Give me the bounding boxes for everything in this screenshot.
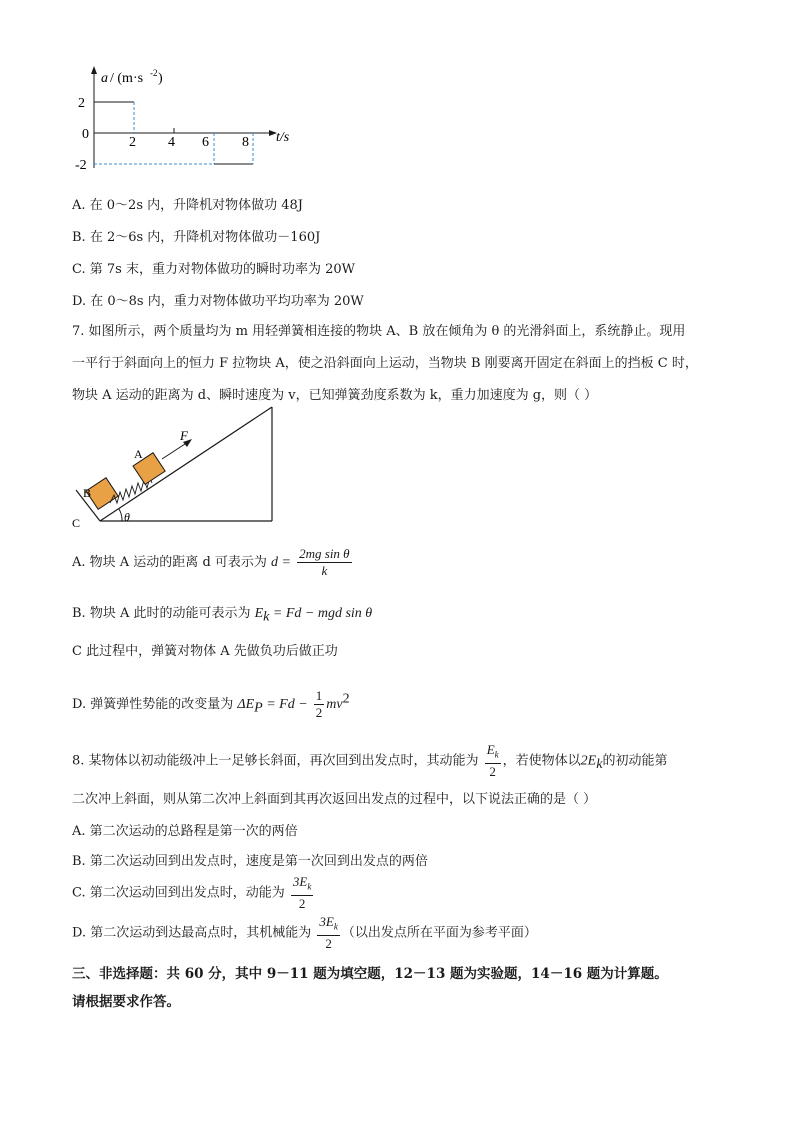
x-tick-4: 4 (168, 135, 175, 150)
q8-option-b: B. 第二次运动回到出发点时，速度是第一次回到出发点的两倍 (72, 854, 428, 869)
q7-option-d (72, 688, 350, 721)
label-c: C (72, 516, 81, 530)
q8-option-d-num-sub: k (333, 921, 338, 932)
q7-option-d-denominator: 2 (315, 705, 323, 720)
q7-option-b-ek: E (254, 606, 264, 621)
q8-option-d-suffix: （以出发点所在平面为参考平面） (341, 925, 537, 941)
q8-frac-num-sub: k (494, 749, 499, 760)
q8-option-c-den: 2 (298, 895, 306, 911)
q7-option-b (72, 602, 372, 626)
q8-option-d-den: 2 (325, 935, 332, 951)
section3-heading-line2: 请根据要求作答。 (72, 994, 180, 1010)
q7-stem-line3: 物块 A 运动的距离为 d、瞬时速度为 v，已知弹簧劲度系数为 k，重力加速度为 g，则（ ） (72, 388, 598, 403)
q8-option-d-num: 3E (319, 914, 334, 929)
x-tick-8: 8 (242, 135, 249, 150)
q7-option-a (72, 546, 354, 579)
q8-fraction (485, 742, 501, 780)
q8-option-d-text: D. 第二次运动到达最高点时，其机械能为 (72, 925, 312, 941)
q8-stem-line2: 二次冲上斜面，则从第二次冲上斜面到其再次返回出发点的过程中，以下说法正确的是（ ） (72, 792, 597, 807)
q7-stem-line2: 一平行于斜面向上的恒力 F 拉物块 A，使之沿斜面向上运动，当物块 B 刚要离开固定在斜面上的挡板 C 时， (72, 356, 698, 371)
q7-option-d-fraction (314, 688, 325, 721)
q8-option-c (72, 874, 315, 912)
q7-option-d-numerator: 1 (315, 688, 323, 703)
q8-option-c-num: 3E (292, 874, 308, 889)
y-tick-0: 0 (82, 127, 89, 142)
q8-option-c-text: C. 第二次运动回到出发点时，动能为 (72, 885, 285, 901)
q8-stem-2ek-sub: k (596, 756, 603, 772)
acceleration-time-graph (72, 60, 312, 180)
q7-option-d-mv: mv (326, 697, 343, 712)
x-axis-label: t/s (276, 130, 290, 145)
q8-frac-num: E (486, 742, 495, 757)
section3-heading-line1: 三、非选择题：共 60 分，其中 9－11 题为填空题，12－13 题为实验题，14－16 题为计算题。 (72, 966, 668, 982)
q6-option-b: B. 在 2～6s 内，升降机对物体做功－160J (72, 230, 321, 245)
q7-option-d-sub: P (254, 700, 263, 716)
y-axis-label-unit: / (m·s (110, 71, 144, 86)
q8-option-d (72, 914, 537, 952)
q7-option-b-formula: = Fd − mgd sin θ (269, 606, 373, 621)
q7-option-d-text: D. 弹簧弹性势能的改变量为 (72, 697, 238, 712)
q8-stem-line1 (72, 742, 667, 780)
q7-option-a-lhs: d = (271, 555, 291, 570)
label-theta: θ (124, 510, 130, 524)
incline-spring-diagram (70, 405, 285, 530)
y-axis-label-close: ) (158, 71, 163, 86)
q6-option-d: D. 在 0～8s 内，重力对物体做功平均功率为 20W (72, 294, 364, 309)
q8-option-c-fraction (291, 874, 313, 912)
q6-option-c: C. 第 7s 末，重力对物体做功的瞬时功率为 20W (72, 262, 355, 277)
label-f: F (180, 428, 188, 443)
q7-option-a-fraction (297, 546, 351, 579)
label-b: B (83, 486, 92, 500)
q7-option-a-denominator: k (321, 563, 328, 578)
q7-option-d-delta-e: ΔE (237, 697, 255, 712)
q7-option-d-sup: 2 (342, 691, 350, 707)
q7-option-b-text: B. 物块 A 此时的动能可表示为 (72, 606, 255, 621)
x-tick-6: 6 (202, 135, 209, 150)
q8-stem-text-d: 的初动能第 (602, 753, 668, 769)
y-tick-neg2: -2 (75, 158, 87, 173)
q7-option-a-numerator: 2mg sin θ (299, 546, 350, 561)
q6-option-a: A. 在 0～2s 内，升降机对物体做功 48J (72, 198, 304, 213)
q8-option-a: A. 第二次运动的总路程是第一次的两倍 (72, 824, 298, 839)
q8-option-c-num-sub: k (307, 881, 312, 892)
q8-frac-den: 2 (489, 763, 496, 779)
q7-option-c: C 此过程中，弹簧对物体 A 先做负功后做正功 (72, 644, 338, 659)
x-tick-2: 2 (129, 135, 136, 150)
y-axis-label-exp: -2 (150, 68, 158, 78)
q7-option-a-text: A. 物块 A 运动的距离 d 可表示为 (72, 555, 272, 570)
label-a: A (134, 447, 143, 461)
q8-option-d-fraction (317, 914, 339, 952)
q7-option-d-formula: = Fd − (262, 697, 308, 712)
y-tick-2: 2 (78, 96, 85, 111)
q8-stem-text-b: ，若使物体以 (502, 753, 581, 769)
q8-stem-2ek: 2E (580, 753, 597, 769)
q7-stem-line1: 7. 如图所示，两个质量均为 m 用轻弹簧相连接的物块 A、B 放在倾角为 θ 的光滑斜面上，系统静止。现用 (72, 324, 686, 339)
q7-option-b-sub: k (263, 609, 270, 625)
q8-stem-text-a: 8. 某物体以初动能级冲上一足够长斜面，再次回到出发点时，其动能为 (72, 753, 479, 769)
y-axis-label-a: a (101, 71, 108, 86)
